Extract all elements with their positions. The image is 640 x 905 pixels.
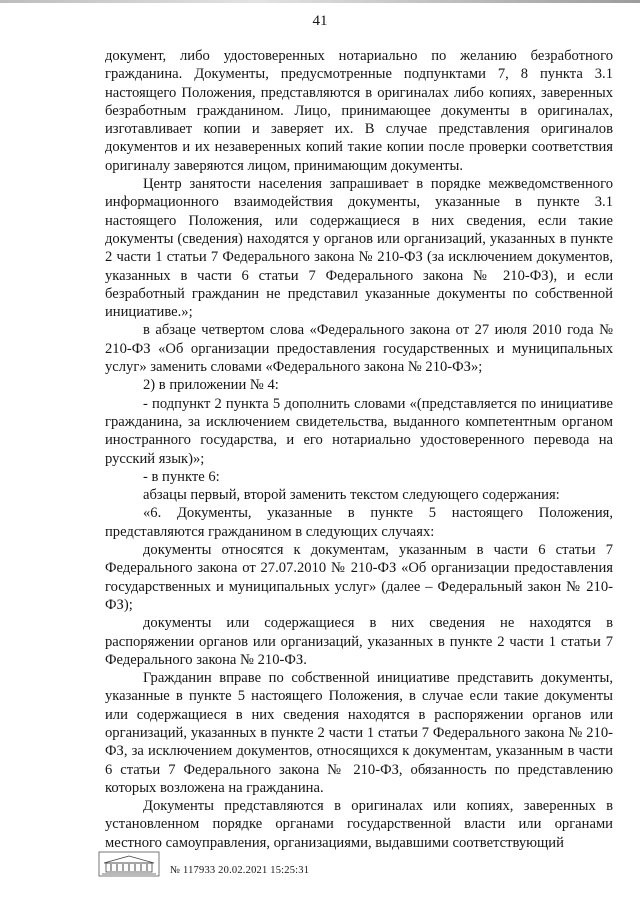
building-emblem-icon <box>98 851 160 877</box>
paragraph-1: документ, либо удостоверенных нотариально по желанию безработного гражданина. Документы, предусмотренные подпунктами 7, 8 пункта 3.1 настоящего Положения, представляются в оригиналах либо копиях, заверенных безработным гражданином. Лицо, принимающее документы в оригиналах, изготавливает копии и заверяет их. В случае представления оригиналов документов и их незаверенных копий такие копии после проверки соответствия оригиналу заверяются лицом, принимающим документы. <box>105 48 613 174</box>
paragraph-6: - в пункте 6: <box>143 468 220 485</box>
paragraph-3: в абзаце четвертом слова «Федерального закона от 27 июля 2010 года № 210-ФЗ «Об организации предоставления государственных и муниципальных услуг» заменить словами «Федерального закона № 210-ФЗ»; <box>105 322 613 376</box>
page-footer <box>98 851 518 891</box>
paragraph-10: документы или содержащиеся в них сведения не находятся в распоряжении органов или организаций, указанных в пункте 2 части 1 статьи 7 Федерального закона № 210-ФЗ. <box>105 615 613 668</box>
paragraph-4: 2) в приложении № 4: <box>143 377 279 394</box>
page-number: 41 <box>312 13 328 29</box>
document-registration-stamp: № 117933 20.02.2021 15:25:31 <box>170 865 310 876</box>
paragraph-11: Гражданин вправе по собственной инициативе представить документы, указанные в пункте 5 настоящего Положения, в случае если такие документы или содержащиеся в них сведения находятся в распоряжении органов или организаций, указанных в пункте 2 части 1 статьи 7 Федерального закона № 210-ФЗ, за исключением документов, относящихся к документам, указанным в части 6 статьи 7 Федерального закона № 210-ФЗ, обязанность по представлению которых возложена на гражданина. <box>105 670 613 796</box>
scan-top-edge <box>0 0 640 3</box>
document-body <box>105 47 613 852</box>
paragraph-8: «6. Документы, указанные в пункте 5 настоящего Положения, представляются гражданином в следующих случаях: <box>105 505 613 540</box>
paragraph-2: Центр занятости населения запрашивает в порядке межведомственного информационного взаимодействия документы, указанные в пункте 3.1 настоящего Положения, или содержащиеся в них сведения, если такие документы (сведения) находятся у органов или организаций, указанных в пункте 2 части 1 статьи 7 Федерального закона № 210-ФЗ (за исключением документов, указанных в части 6 статьи 7 Федерального закона № 210-ФЗ), и если безработный гражданин не представил указанные документы по собственной инициативе.»; <box>105 176 613 321</box>
paragraph-7: абзацы первый, второй заменить текстом следующего содержания: <box>143 487 560 504</box>
paragraph-9: документы относятся к документам, указанным в части 6 статьи 7 Федерального закона от 27.07.2010 № 210-ФЗ «Об организации предоставления государственных и муниципальных услуг» (далее – Федеральный закон № 210-ФЗ); <box>105 542 613 613</box>
paragraph-12: Документы представляются в оригиналах или копиях, заверенных в установленном порядке органами государственной власти или органами местного самоуправления, организациями, выдавшими соответствующий <box>105 798 613 851</box>
paragraph-5: - подпункт 2 пункта 5 дополнить словами «(представляется по инициативе гражданина, за исключением свидетельства, выданного компетентным органом иностранного государства, и его нотариально удостоверенного перевода на русский язык)»; <box>105 395 613 467</box>
